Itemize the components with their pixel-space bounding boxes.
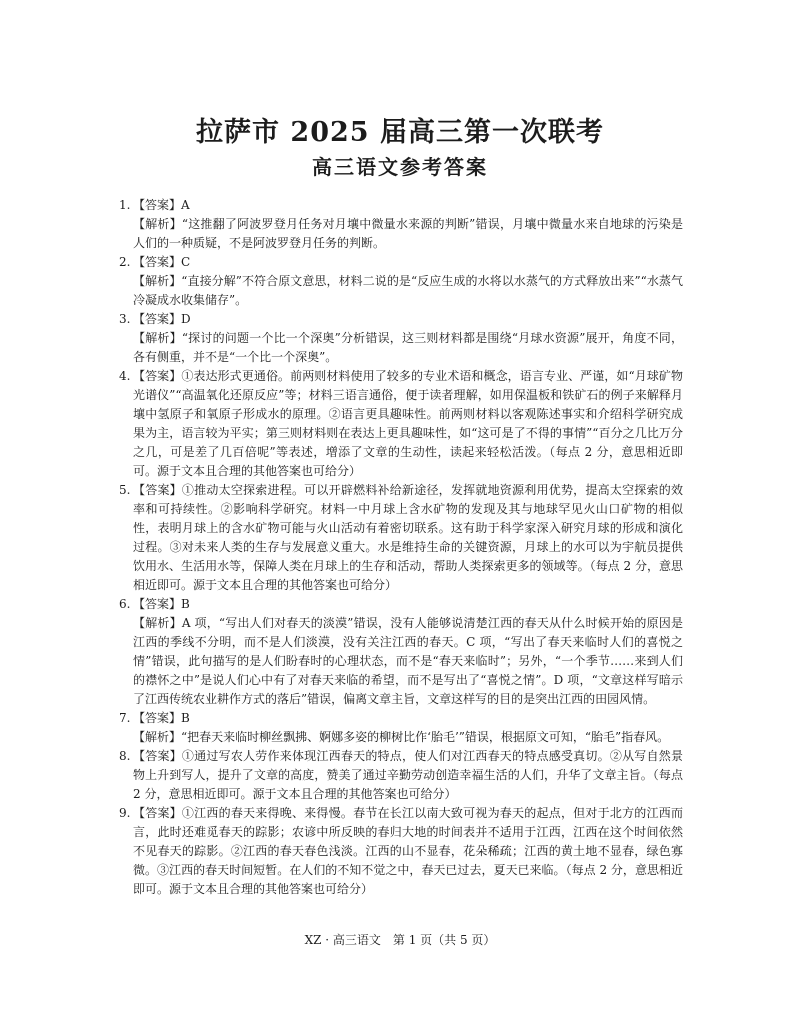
answer-item-7 [119,709,683,747]
question-number: 2. [119,255,131,269]
question-number: 9. [119,806,131,820]
question-number: 3. [119,312,131,326]
answer-content [133,804,683,899]
answer-content [133,253,683,310]
answer-text: 【答案】A [133,198,190,212]
answer-text: 【答案】D [133,312,191,326]
document-subtitle: 高三语文参考答案 [312,155,488,179]
answer-content [133,310,683,367]
answer-item-5 [119,481,683,595]
answer-item-3 [119,310,683,367]
answer-list [119,196,683,899]
answer-text: 【答案】①表达形式更通俗。前两则材料使用了较多的专业术语和概念，语言专业、严谨，如“月球矿物光谱仪”“高温氧化还原反应”等；材料三语言通俗，便于读者理解，如用保温板和铁矿石的例子来解释月壤中氢原子和氧原子形成水的原理。②语言更具趣味性。前两则材料以客观陈述事实和介绍科学研究成果为主，语言较为平实；第三则材料则在表达上更具趣味性，如“这可是了不得的事情”“百分之几比万分之几，可是差了几百倍呢”等表述，增添了文章的生动性，读起来轻松活泼。（每点 2 分，意思相近即可。源于文本且合理的其他答案也可给分） [133,369,683,478]
answer-text: 【答案】①推动太空探索进程。可以开辟燃料补给新途径，发挥就地资源利用优势，提高太空探索的效率和可持续性。②影响科学研究。材料一中月球上含水矿物的发现及其与地球罕见火山口矿物的相似性，表明月球上的含水矿物可能与火山活动有着密切联系。这有助于科学家深入研究月球的形成和演化过程。③对未来人类的生存与发展意义重大。水是维持生命的关键资源，月球上的水可以为宇航员提供饮用水、生活用水等，保障人类在月球上的生存和活动，帮助人类探索更多的领域等。（每点 2 分，意思相近即可。源于文本且合理的其他答案也可给分） [133,483,683,592]
analysis-text: 【解析】A 项，“写出人们对春天的淡漠”错误，没有人能够说清楚江西的春天从什么时候开始的原因是江西的季线不分明，而不是人们淡漠，没有关注江西的春天。C 项，“写出了春天来临时人们的喜悦之情”错误，此句描写的是人们盼春时的心理状态，而不是“春天来临时”；另外，“一个季节……来到人们的襟怀之中”是说人们心中有了对春天来临的希望，而不是写出了“喜悦之情”。D 项，“文章这样写暗示了江西传统农业耕作方式的落后”错误，偏离文章主旨，文章这样写的目的是突出江西的田园风情。 [133,616,683,706]
answer-item-4 [119,367,683,481]
answer-item-1 [119,196,683,253]
page-footer: XZ · 高三语文 第 1 页（共 5 页） [304,933,496,947]
answer-content [133,196,683,253]
answer-text: 【答案】①通过写农人劳作来体现江西春天的特点，使人们对江西春天的特点感受真切。②从写自然景物上升到写人，提升了文章的高度，赞美了通过辛勤劳动创造幸福生活的人们，升华了文章主旨。（每点 2 分，意思相近即可。源于文本且合理的其他答案也可给分） [133,749,683,801]
answer-item-8 [119,747,683,804]
document-title: 拉萨市 2025 届高三第一次联考 [196,117,604,148]
question-number: 4. [119,369,131,383]
analysis-text: 【解析】“探讨的问题一个比一个深奥”分析错误，这三则材料都是围绕“月球水资源”展开，角度不同，各有侧重，并不是“一个比一个深奥”。 [133,331,683,364]
answer-item-2 [119,253,683,310]
analysis-text: 【解析】“把春天来临时柳丝飘拂、婀娜多姿的柳树比作‘胎毛’”错误，根据原文可知，“胎毛”指春风。 [133,730,670,744]
answer-item-9 [119,804,683,899]
answer-content [133,747,683,804]
answer-text: 【答案】C [133,255,191,269]
analysis-text: 【解析】“这推翻了阿波罗登月任务对月壤中微量水来源的判断”错误，月壤中微量水来自地球的污染是人们的一种质疑，不是阿波罗登月任务的判断。 [133,217,683,250]
question-number: 7. [119,711,131,725]
question-number: 8. [119,749,131,763]
answer-text: 【答案】B [133,711,190,725]
question-number: 6. [119,597,131,611]
answer-text: 【答案】①江西的春天来得晚、来得慢。春节在长江以南大致可视为春天的起点，但对于北方的江西而言，此时还难觅春天的踪影；农谚中所反映的春归大地的时间表并不适用于江西，江西在这个时间依然不见春天的踪影。②江西的春天春色浅淡。江西的山不显春，花朵稀疏；江西的黄土地不显春，绿色寡微。③江西的春天时间短暂。在人们的不知不觉之中，春天已过去，夏天已来临。（每点 2 分，意思相近即可。源于文本且合理的其他答案也可给分） [133,806,683,896]
answer-item-6 [119,595,683,709]
answer-content [133,367,683,481]
answer-content [133,709,683,747]
answer-content [133,481,683,595]
question-number: 1. [119,198,131,212]
question-number: 5. [119,483,131,497]
answer-content [133,595,683,709]
answer-text: 【答案】B [133,597,190,611]
analysis-text: 【解析】“直接分解”不符合原文意思，材料二说的是“反应生成的水将以水蒸气的方式释放出来”“水蒸气冷凝成水收集储存”。 [133,274,683,307]
